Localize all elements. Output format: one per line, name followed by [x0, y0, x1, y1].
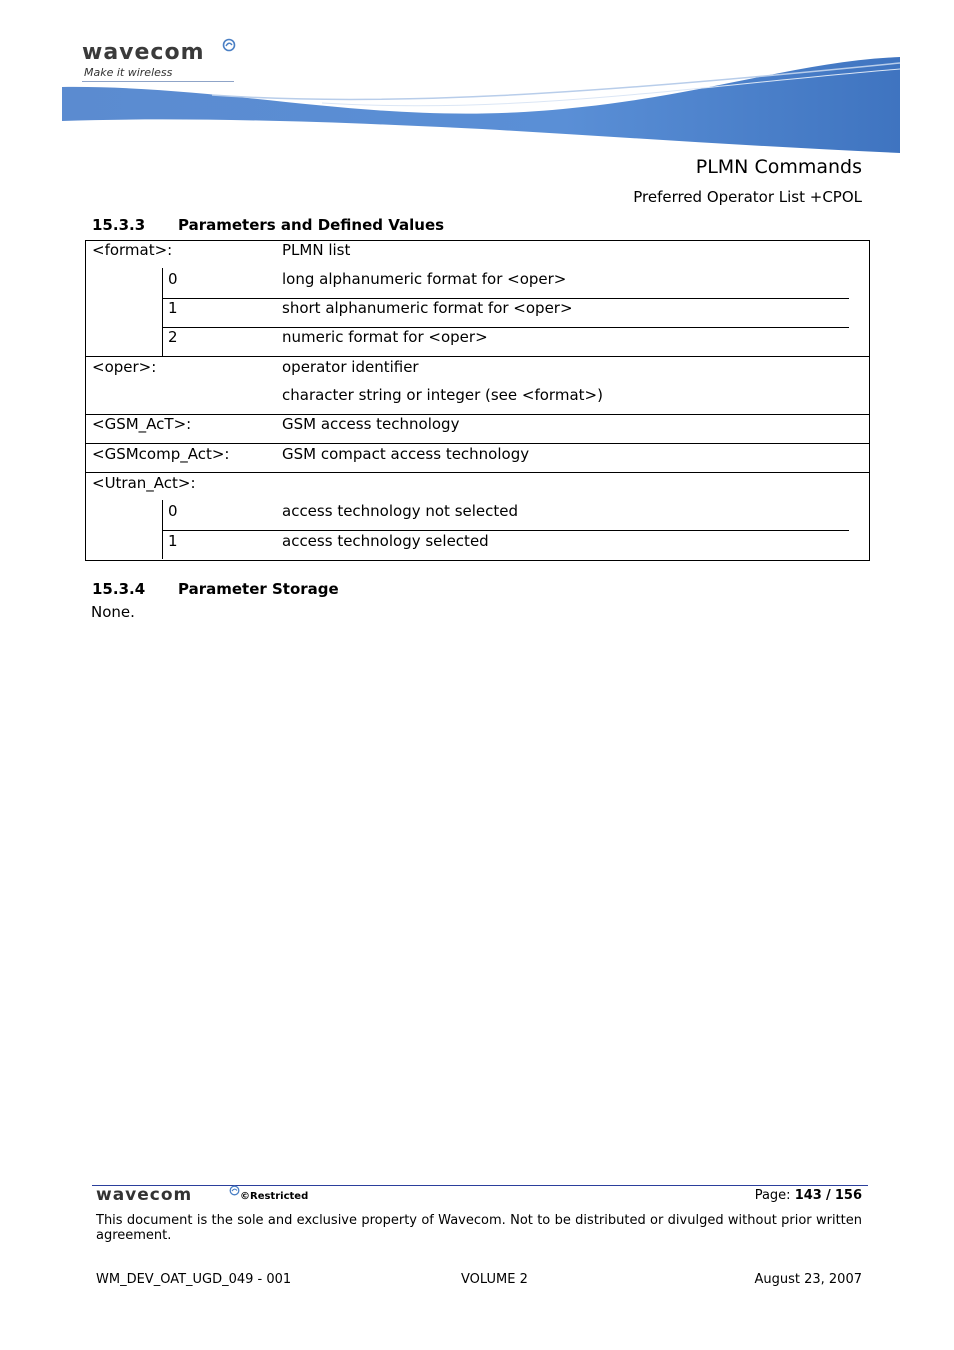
param-desc-line: operator identifier	[282, 358, 419, 376]
header-wave-banner	[62, 55, 900, 155]
param-name: <GSMcomp_Act>:	[92, 445, 230, 463]
param-desc: GSM compact access technology	[282, 445, 530, 463]
parameters-table	[85, 240, 870, 561]
param-name: <oper>:	[92, 358, 157, 376]
value-desc: short alphanumeric format for <oper>	[282, 299, 573, 317]
value-code: 2	[168, 328, 178, 346]
value-code: 0	[168, 502, 178, 520]
sub-row-divider	[162, 327, 849, 328]
param-name: <Utran_Act>:	[92, 474, 196, 492]
page-label: Page:	[754, 1188, 791, 1203]
value-desc: access technology selected	[282, 532, 489, 550]
param-desc: GSM access technology	[282, 415, 460, 433]
page-separator: /	[825, 1188, 831, 1203]
param-name: <GSM_AcT>:	[92, 415, 192, 433]
logo-wordmark: wavecom	[82, 40, 205, 65]
storage-body: None.	[91, 603, 135, 621]
footer-volume: VOLUME 2	[461, 1272, 528, 1287]
footer-date: August 23, 2007	[754, 1272, 862, 1287]
page-current: 143	[794, 1188, 822, 1203]
page-total: 156	[834, 1188, 862, 1203]
heading-parameters	[92, 216, 444, 234]
heading-text: Parameters and Defined Values	[178, 216, 445, 234]
footer-notice: This document is the sole and exclusive property of Wavecom. Not to be distributed or divulged without prior written agreement.	[96, 1213, 862, 1243]
heading-text: Parameter Storage	[178, 580, 339, 598]
table-row-gsmcomp-act	[86, 444, 869, 473]
value-desc: numeric format for <oper>	[282, 328, 488, 346]
heading-parameter-storage	[92, 580, 339, 598]
section-title: Preferred Operator List +CPOL	[633, 188, 862, 206]
table-row-format	[86, 241, 869, 357]
footer-doc-ref: WM_DEV_OAT_UGD_049 - 001	[96, 1272, 292, 1287]
value-desc: access technology not selected	[282, 502, 519, 520]
value-code: 0	[168, 270, 178, 288]
footer-logo: wavecom	[96, 1185, 193, 1205]
chapter-title: PLMN Commands	[695, 156, 862, 178]
param-desc: PLMN list	[282, 241, 351, 259]
heading-number: 15.3.4	[92, 580, 146, 598]
logo-swirl-icon	[222, 38, 236, 52]
value-code: 1	[168, 532, 178, 550]
footer-page-number	[755, 1188, 862, 1203]
logo-tagline: Make it wireless	[84, 66, 173, 79]
footer-rule	[92, 1185, 868, 1186]
param-desc-line: character string or integer (see <format>)	[282, 386, 603, 404]
heading-number: 15.3.3	[92, 216, 146, 234]
footer-logo-swirl-icon	[229, 1185, 240, 1196]
sub-row-divider	[162, 530, 849, 531]
value-code: 1	[168, 299, 178, 317]
value-desc: long alphanumeric format for <oper>	[282, 270, 567, 288]
table-row-gsm-act	[86, 415, 869, 444]
footer-restricted: ©Restricted	[240, 1191, 309, 1202]
sub-divider	[162, 268, 163, 356]
param-name: <format>:	[92, 241, 173, 259]
table-row-utran-act	[86, 473, 869, 559]
table-row-oper	[86, 357, 869, 415]
